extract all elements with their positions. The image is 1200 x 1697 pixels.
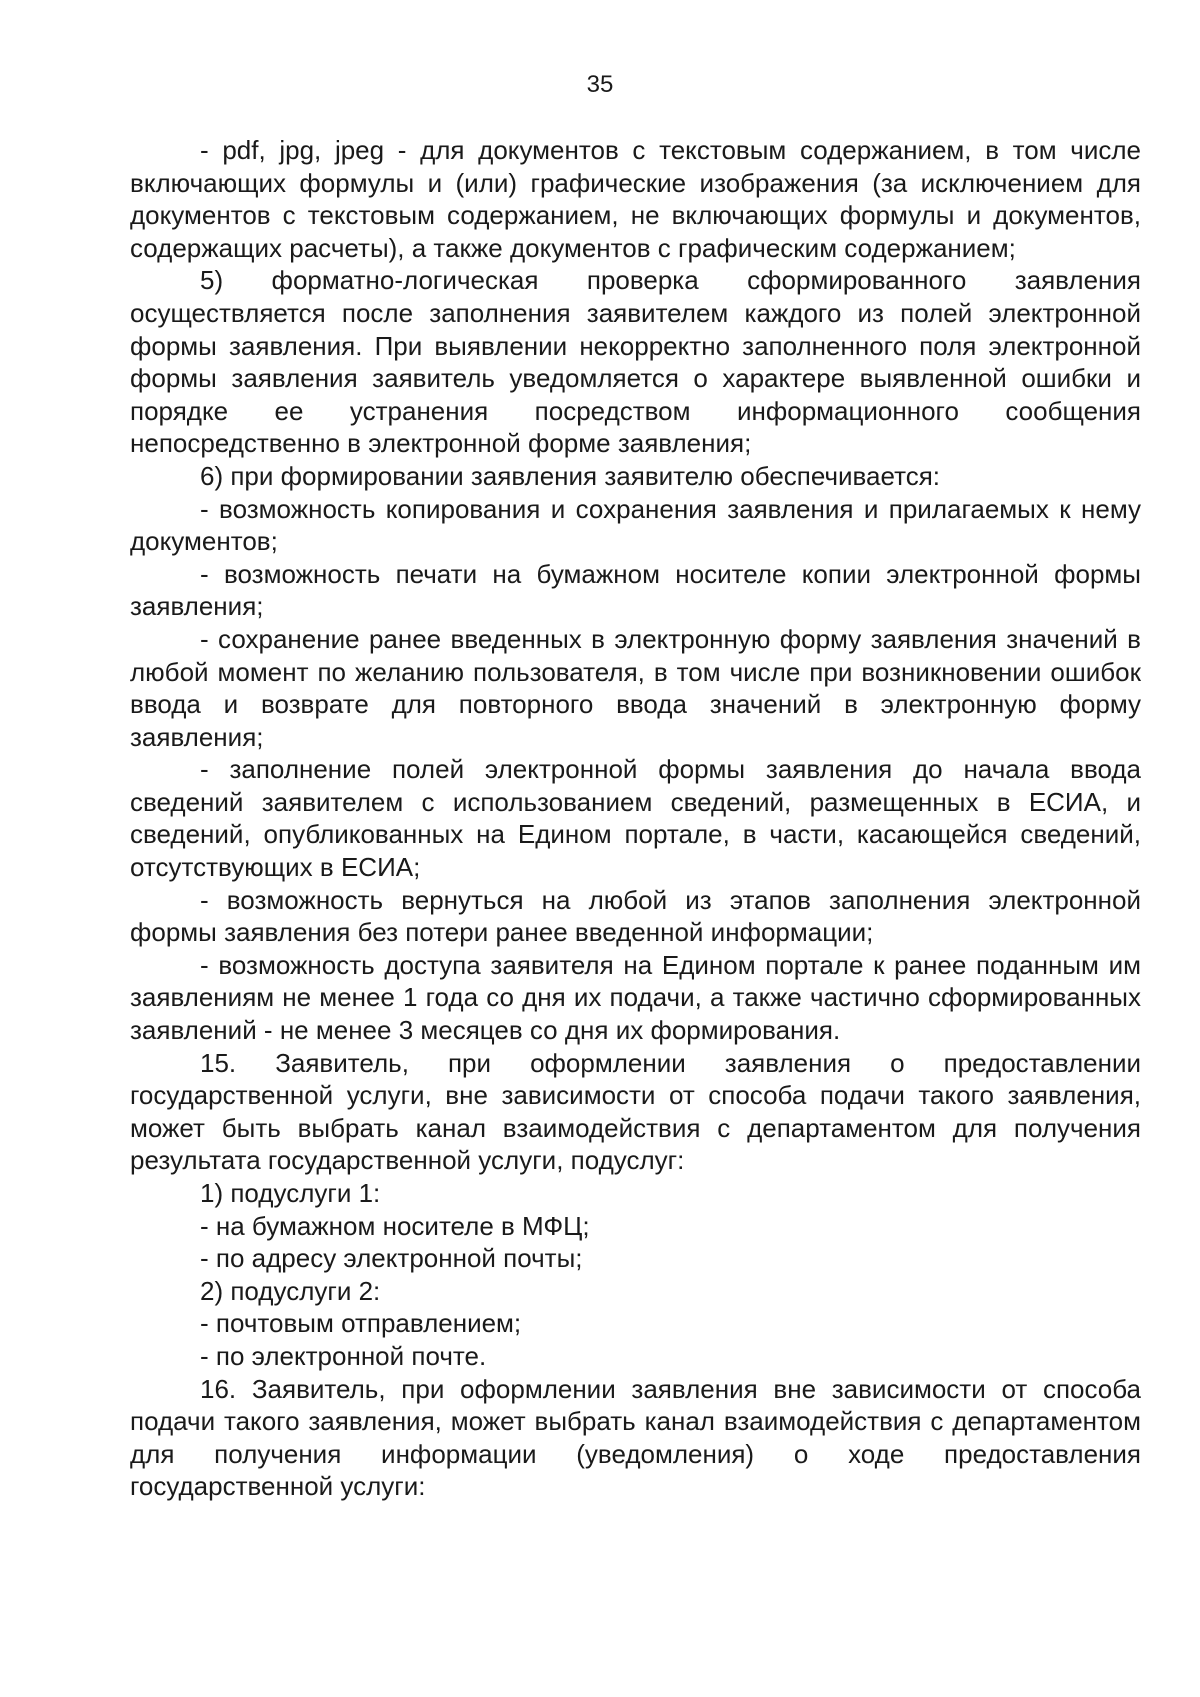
list-item-email-address: - по адресу электронной почты; [200,1243,583,1274]
list-item-subservice-2: 2) подуслуги 2: [200,1275,381,1306]
list-item-email: - по электронной почте. [200,1340,487,1371]
page-number: 35 [586,71,614,98]
paragraph-copy-save: - возможность копирования и сохранения заявления и прилагаемых к нему документов; [130,493,1141,557]
list-item-subservice-1: 1) подуслуги 1: [200,1178,381,1208]
paragraph-print-copy: - возможность печати на бумажном носителе копии электронной формы заявления; [130,558,1141,622]
paragraph-return-step: - возможность вернуться на любой из этапов заполнения электронной формы заявления без потери ранее введенной информации; [130,884,1141,948]
paragraph-item-5-format-check: 5) форматно-логическая проверка сформированного заявления осуществляется после заполнения заявителем каждого из полей электронной формы заявления. При выявлении некорректно заполненного поля электронной формы заявления заявитель уведомляется о характере выявленной ошибки и порядке ее устранения посредством информационного сообщения непосредственно в электронной форме заявления; [130,265,1141,459]
paragraph-file-formats: - pdf, jpg, jpeg - для документов с текстовым содержанием, в том числе включающих формулы и (или) графические изображения (за исключением для документов с текстовым содержанием, не включающих формулы и документов, содержащих расчеты), а также документов с графическим содержанием; [130,135,1141,263]
paragraph-item-16: 16. Заявитель, при оформлении заявления вне зависимости от способа подачи такого заявления, может выбрать канал взаимодействия с департаментом для получения информации (уведомления) о ходе предоставления государственной услуги: [130,1373,1141,1502]
paragraph-item-15: 15. Заявитель, при оформлении заявления о предоставлении государственной услуги, вне зависимости от способа подачи такого заявления, может быть выбрать канал взаимодействия с департаментом для получения результата государственной услуги, подуслуг: [130,1047,1141,1176]
paragraph-save-values: - сохранение ранее введенных в электронную форму заявления значений в любой момент по желанию пользователя, в том числе при возникновении ошибок ввода и возврате для повторного ввода значений в электронную форму заявления; [130,623,1141,752]
paragraph-access-history: - возможность доступа заявителя на Едином портале к ранее поданным им заявлениям не менее 1 года со дня их подачи, а также частично сформированных заявлений - не менее 3 месяцев со дня их формирования. [130,949,1141,1046]
document-body [130,134,1141,1503]
list-item-paper-mfc: - на бумажном носителе в МФЦ; [200,1210,590,1241]
paragraph-item-6-header: 6) при формировании заявления заявителю обеспечивается: [200,460,941,491]
list-item-postal: - почтовым отправлением; [200,1308,522,1339]
paragraph-autofill-esia: - заполнение полей электронной формы заявления до начала ввода сведений заявителем с использованием сведений, размещенных в ЕСИА, и сведений, опубликованных на Едином портале, в части, касающейся сведений, отсутствующих в ЕСИА; [130,754,1141,883]
